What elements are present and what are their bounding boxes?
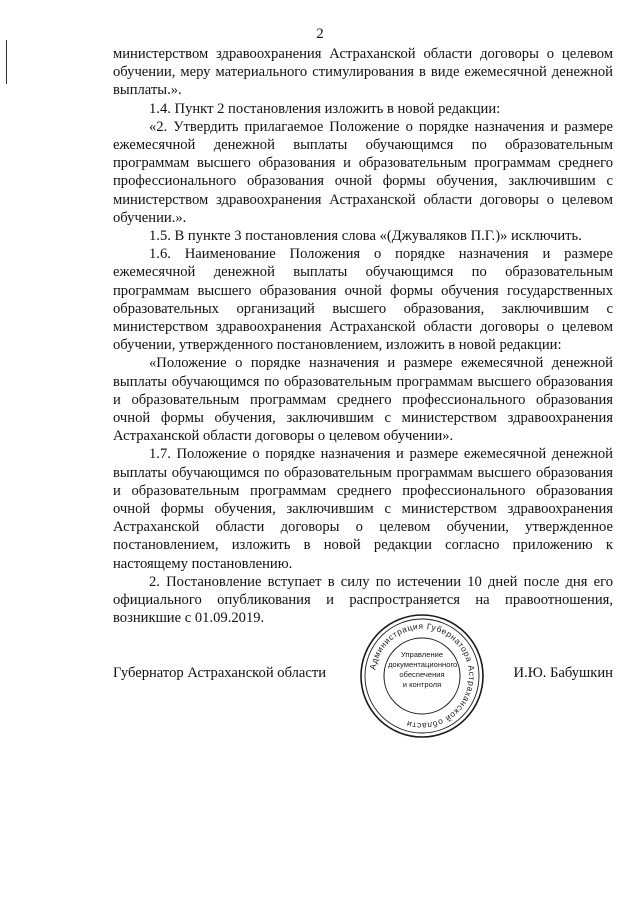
stamp-inner-text [388,650,456,690]
paragraph-2: 2. Постановление вступает в силу по истечении 10 дней после дня его официального опубликования и распространяется на правоотношения, возникшие с 01.09.2019. [113,573,613,627]
stamp-line: обеспечения [399,670,445,679]
paragraph-quote-title: «Положение о порядке назначения и размере ежемесячной денежной выплаты обучающимся по образовательным программам высшего образования и образовательным программам среднего профессионального образования очной формы обучения, заключившим с министерством здравоохранения Астраханской области договоры о целевом обучении». [113,355,613,445]
paragraph-1-7: 1.7. Положение о порядке назначения и размере ежемесячной денежной выплаты обучающимся по образовательным программам высшего образования и образовательным программам среднего профессионального образования очной формы обучения, заключившим с министерством здравоохранения Астраханской области договоры о целевом обучении, утвержденное постановлением, изложить в новой редакции согласно приложению к настоящему постановлению. [113,446,613,572]
official-stamp [358,612,486,740]
stamp-line: и контроля [402,680,442,689]
paragraph-continuation: министерством здравоохранения Астраханской области договоры о целевом обучении, меру материального стимулирования в виде ежемесячной денежной выплаты.». [113,46,613,99]
paragraph-1-6: 1.6. Наименование Положения о порядке назначения и размере ежемесячной денежной выплаты обучающимся по образовательным программам высшего образования очной формы обучения государственных образовательных организаций высшего образования, заключившим с министерством здравоохранения Астраханской области договоры о целевом обучении, утвержденного постановлением, изложить в новой редакции: [113,246,613,354]
page-number: 2 [316,26,324,42]
document-body [113,45,613,628]
signer-title: Губернатор Астраханской области [113,665,327,681]
margin-mark [6,40,7,84]
stamp-line: документационного [388,660,458,669]
paragraph-quote-2: «2. Утвердить прилагаемое Положение о порядке назначения и размере ежемесячной денежной выплаты обучающимся по образовательным программам высшего образования и образовательным программам среднего профессионального образования очной формы обучения, заключившим с министерством здравоохранения Астраханской области договоры о целевом обучении.». [113,118,613,226]
stamp-ring-text: Администрация Губернатора Астраханской области [367,620,478,732]
paragraph-1-4: 1.4. Пункт 2 постановления изложить в новой редакции: [149,100,501,117]
paragraph-1-5: 1.5. В пункте 3 постановления слова «(Джуваляков П.Г.)» исключить. [149,228,582,245]
signer-name: И.Ю. Бабушкин [513,665,613,681]
stamp-line: Управление [400,650,444,659]
